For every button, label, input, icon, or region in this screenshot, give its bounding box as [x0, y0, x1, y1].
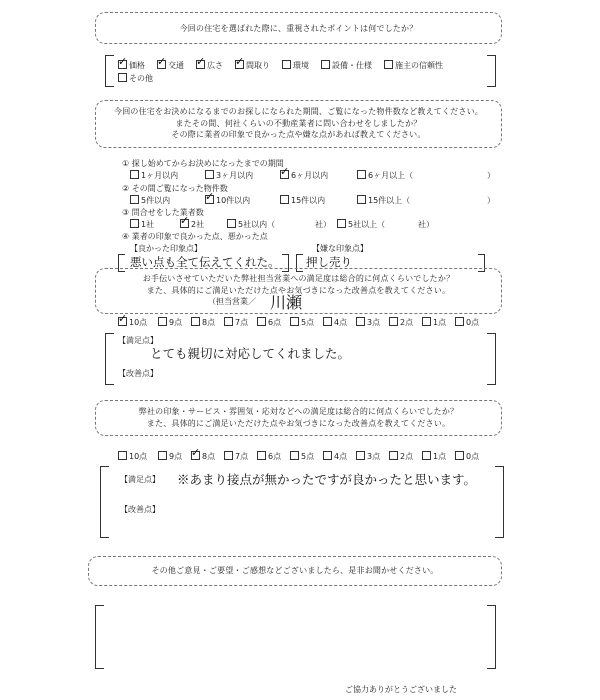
company-score-4[interactable]: 4点	[323, 451, 347, 462]
company-improve-label: 【改善点】	[120, 505, 160, 514]
score-4[interactable]: 4点	[323, 317, 347, 328]
q2-label: ② その間ご覧になった物件数	[122, 184, 228, 193]
company-score-6[interactable]: 6点	[257, 451, 281, 462]
q2-close: ）	[487, 196, 495, 205]
company-answer-bracket-right	[495, 466, 504, 538]
company-score-8[interactable]: ✓ 8点	[191, 451, 215, 462]
q1-opt-1[interactable]: 1ヶ月以内	[130, 170, 178, 181]
q2-opt-1[interactable]: 5件以内	[130, 195, 170, 206]
company-score-9[interactable]: 9点	[158, 451, 182, 462]
staff-satisfied-label: 【満足点】	[118, 336, 158, 345]
footer-thanks: ご協力ありがとうございました	[345, 685, 457, 694]
company-score-7[interactable]: 7点	[224, 451, 248, 462]
score-1[interactable]: 1点	[422, 317, 446, 328]
score-10[interactable]: ✓10点	[118, 317, 147, 328]
question-1-text: 今回の住宅を選ばれた際に、重視されたポイントは何でしたか？	[179, 24, 418, 33]
question-4-line-2: また、具体的にご満足いただけた点やお気づきになった改善点を教えてください。	[146, 418, 451, 428]
good-answer[interactable]: 悪い点も全て伝えてくれた。	[130, 255, 280, 269]
q3-opt-1[interactable]: 1社	[130, 219, 154, 230]
company-score-0[interactable]: 0点	[455, 451, 479, 462]
q1-opt-4[interactable]: 6ヶ月以上（	[357, 170, 413, 181]
q3-opt-3[interactable]: 5社以内（	[227, 219, 275, 230]
question-3-line-1: お手伝いさせていただいた弊社担当営業への満足度は総合的に何点くらいでしたか？	[142, 274, 455, 283]
option-price[interactable]: ✓価格	[118, 60, 145, 71]
opinion-bracket-right	[487, 605, 496, 669]
opinion-bracket-left	[95, 605, 104, 669]
company-score-5[interactable]: 5点	[290, 451, 314, 462]
option-trust[interactable]: 施主の信頼性	[384, 60, 443, 71]
bracket-right-1	[487, 55, 496, 87]
good-label: 【良かった印象点】	[130, 244, 202, 253]
option-other[interactable]: その他	[118, 73, 153, 84]
option-layout[interactable]: ✓ 間取り	[235, 60, 270, 71]
q1-close: ）	[487, 171, 495, 180]
company-satisfied-answer[interactable]: ※あまり接点が無かったですが良かったと思います。	[177, 472, 477, 487]
q1-opt-2[interactable]: 3ヶ月以内	[205, 170, 253, 181]
q2-opt-3[interactable]: 15件以内	[280, 195, 325, 206]
q1-opt-3[interactable]: ✓ 6ヶ月以内	[280, 170, 328, 181]
score-7[interactable]: 7点	[224, 317, 248, 328]
question-4-line-1: 弊社の印象・サービス・雰囲気・応対などへの満足度は総合的に何点くらいでしたか？	[138, 407, 459, 416]
option-equipment[interactable]: 設備・仕様	[321, 60, 372, 71]
question-box-4	[95, 400, 502, 436]
option-row-1	[118, 60, 443, 71]
staff-answer-bracket-right	[487, 333, 496, 385]
option-transport[interactable]: ✓ 交通	[157, 60, 184, 71]
bad-answer[interactable]: 押し売り	[306, 255, 352, 269]
score-3[interactable]: 3点	[356, 317, 380, 328]
staff-improve-label: 【改善点】	[118, 369, 158, 378]
company-score-10[interactable]: 10点	[118, 451, 147, 462]
question-2-line-1: 今回の住宅をお決めになるまでのお探しになられた期間、ご覧になった物件数など教えてください。	[114, 107, 483, 116]
question-2-line-3: その際に業者の印象で良かった点や嫌な点があれば教えてください。	[171, 130, 426, 139]
question-box-5	[88, 556, 502, 586]
q3-unit-2: 社）	[418, 220, 434, 229]
staff-answer-bracket-left	[105, 333, 114, 385]
q3-opt-2[interactable]: ✓ 2社	[180, 219, 204, 230]
question-5-text: その他ご意見・ご要望・ご感想などございましたら、是非お聞かせください。	[151, 566, 439, 575]
score-row-staff	[118, 317, 498, 329]
score-2[interactable]: 2点	[389, 317, 413, 328]
option-size[interactable]: ✓ 広さ	[196, 60, 223, 71]
score-5[interactable]: 5点	[290, 317, 314, 328]
question-3-line-2: また、具体的にご満足いただけた点やお気づきになった改善点を教えてください。	[146, 285, 451, 295]
option-environment[interactable]: 環境	[282, 60, 309, 71]
score-0[interactable]: 0点	[455, 317, 479, 328]
score-9[interactable]: 9点	[158, 317, 182, 328]
question-box-2	[95, 100, 502, 148]
score-row-company	[118, 451, 498, 463]
staff-name[interactable]: 川瀬	[270, 293, 303, 312]
bracket-left-1	[105, 55, 114, 87]
company-score-2[interactable]: 2点	[389, 451, 413, 462]
q3-opt-4[interactable]: 5社以上（	[337, 219, 385, 230]
q2-opt-2[interactable]: ✓ 10件以内	[205, 195, 250, 206]
staff-label: （担当営業／	[208, 297, 256, 306]
q2-opt-4[interactable]: 15件以上（	[357, 195, 410, 206]
bad-label: 【嫌な印象点】	[312, 244, 368, 253]
q4-label: ④ 業者の印象で良かった点、悪かった点	[122, 232, 268, 241]
staff-satisfied-answer[interactable]: とても親切に対応してくれました。	[150, 346, 351, 361]
company-satisfied-label: 【満足点】	[120, 475, 160, 484]
question-2-line-2: またその間、何社くらいの不動産業者に問い合わせをしましたか？	[175, 118, 422, 128]
score-8[interactable]: 8点	[191, 317, 215, 328]
q3-label: ③ 問合せをした業者数	[122, 208, 204, 217]
question-box-1	[95, 12, 502, 44]
company-score-1[interactable]: 1点	[422, 451, 446, 462]
q1-label: ① 探し始めてからお決めになったまでの期間	[122, 159, 284, 168]
company-score-3[interactable]: 3点	[356, 451, 380, 462]
q3-unit-1: 社）	[315, 220, 331, 229]
company-answer-bracket-left	[100, 466, 109, 538]
score-6[interactable]: 6点	[257, 317, 281, 328]
